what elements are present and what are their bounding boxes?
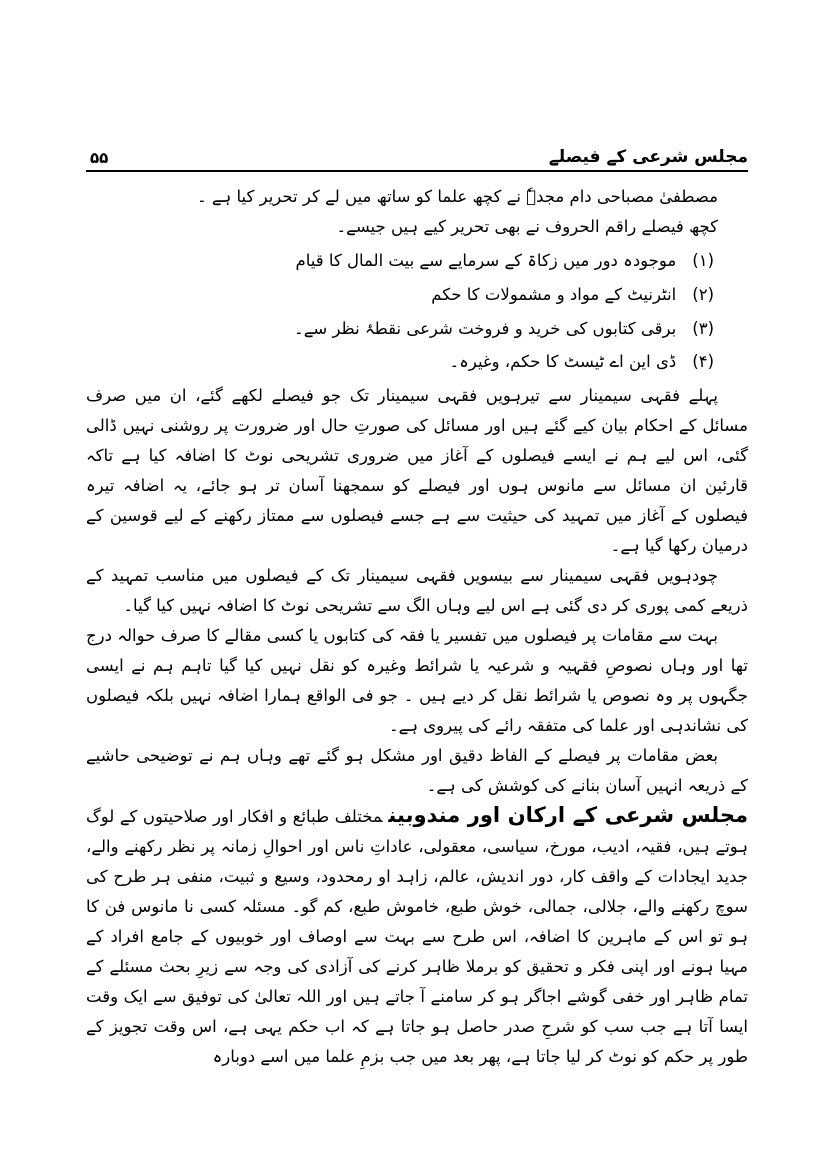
list-item-marker: (۲) — [692, 284, 714, 304]
list-item-text: ڈی این اے ٹیسٹ کا حکم، وغیرہ۔ — [449, 352, 677, 372]
body-paragraph: بہت سے مقامات پر فیصلوں میں تفسیر یا فقہ کی کتابوں یا کسی مقالے کا صرف حوالہ درج تھا اور وہاں نصوصِ فقہیہ و شرعیہ یا شرائط وغیرہ کو نقل نہیں کیا گیا تاہم ہم نے ایسی جگہوں پر وہ نصوص یا شرائط نقل کر دیے ہیں ۔ جو فی الواقع ہمارا اضافہ نہیں بلکہ فیصلوں کی نشاندہی اور علما کی متفقہ رائے کی پیروی ہے۔ — [86, 626, 748, 736]
opening-line: کچھ فیصلے راقم الحروف نے بھی تحریر کیے ہیں جیسے۔ — [336, 217, 718, 237]
section-paragraph — [86, 802, 748, 1072]
body-paragraph: چودہویں فقہی سیمینار سے بیسویں فقہی سیمینار تک کے فیصلوں میں مناسب تمہید کے ذریعے کمی پوری کر دی گئی ہے اس لیے وہاں الگ سے تشریحی نوٹ کا اضافہ نہیں کیا گیا۔ — [86, 566, 748, 616]
body-paragraph: پہلے فقہی سیمینار سے تیرہویں فقہی سیمینار تک جو فیصلے لکھے گئے، ان میں صرف مسائل کے احکام بیان کیے گئے ہیں اور مسائل کی صورتِ حال اور ضرورت پر روشنی نہیں ڈالی گئی، اس لیے ہم نے ایسے فیصلوں کے آغاز میں ضروری تشریحی نوٹ کا اضافہ کیا ہے تاکہ قارئین ان مسائل سے مانوس ہوں اور فیصلے کو سمجھنا آسان تر ہو جائے، یہ اضافہ تیرہ فیصلوں کے آغاز میں تمہید کی حیثیت سے ہے جسے فیصلوں سے ممتاز رکھنے کے لیے قوسین کے درمیان رکھا گیا ہے۔ — [86, 386, 748, 556]
list-item — [86, 244, 714, 278]
list-item — [86, 312, 714, 346]
page-number: ۵۵ — [90, 149, 109, 167]
page-header — [86, 146, 748, 172]
body-paragraph: بعض مقامات پر فیصلے کے الفاظ دقیق اور مشکل ہو گئے تھے وہاں ہم نے توضیحی حاشیے کے ذریعہ انہیں آسان بنانے کی کوشش کی ہے۔ — [86, 746, 748, 796]
header-title: مجلس شرعی کے فیصلے — [548, 147, 748, 167]
list-item-text: موجودہ دور میں زکاۃ کے سرمایے سے بیت المال کا قیام — [295, 251, 677, 271]
list-item-marker: (۱) — [692, 251, 714, 271]
page-body — [86, 182, 748, 1072]
list-item-marker: (۳) — [692, 318, 714, 338]
list-item-text: برقی کتابوں کی خرید و فروخت شرعی نقطۂ نظر سے۔ — [294, 318, 677, 338]
list-item — [86, 345, 714, 379]
list-item-marker: (۴) — [692, 352, 714, 372]
section-heading: مجلس شرعی کے ارکان اور مندوبین — [388, 802, 748, 827]
decision-list — [86, 244, 748, 379]
list-item — [86, 278, 714, 312]
list-item-text: انٹرنیٹ کے مواد و مشمولات کا حکم — [431, 284, 677, 304]
section-text: مختلف طبائع و افکار اور صلاحیتوں کے لوگ ہوتے ہیں، فقیہ، ادیب، مورخ، سیاسی، معقولی، عاداتِ ناس اور احوالِ زمانہ پر نظر رکھنے والے، جدید ایجادات کے واقف کار، دور اندیش، عالم، زاہد او رمحدود، وسیع و ثبیت، منفی ہر طرح کی سوچ رکھنے والے، جلالی، جمالی، خوش طبع، خاموش طبع، کم گو۔ مسئلہ کسی نا مانوس فن کا ہو تو اس کے ماہرین کا اضافہ، اس طرح سے بہت سے اوصاف اور خوبیوں کے جامع افراد کے مہیا ہونے اور اپنی فکر و تحقیق کو برملا ظاہر کرنے کی آزادی کی وجہ سے زیرِ بحث مسئلے کے تمام ظاہر اور خفی گوشے اجاگر ہو کر سامنے آ جاتے ہیں اور اللہ تعالیٰ کی توفیق سے ایک وقت ایسا آتا ہے جب سب کو شرحِ صدر حاصل ہو جاتا ہے کہ اب حکم یہی ہے، اس وقت تجویز کے طور پر حکم کو نوٹ کر لیا جاتا ہے، پھر بعد میں جب بزمِ علما میں اسے دوبارہ — [86, 806, 748, 1066]
opening-line: مصطفیٰ مصباحی دام مجدہٗ نے کچھ علما کو ساتھ میں لے کر تحریر کیا ہے ۔ — [196, 187, 718, 206]
